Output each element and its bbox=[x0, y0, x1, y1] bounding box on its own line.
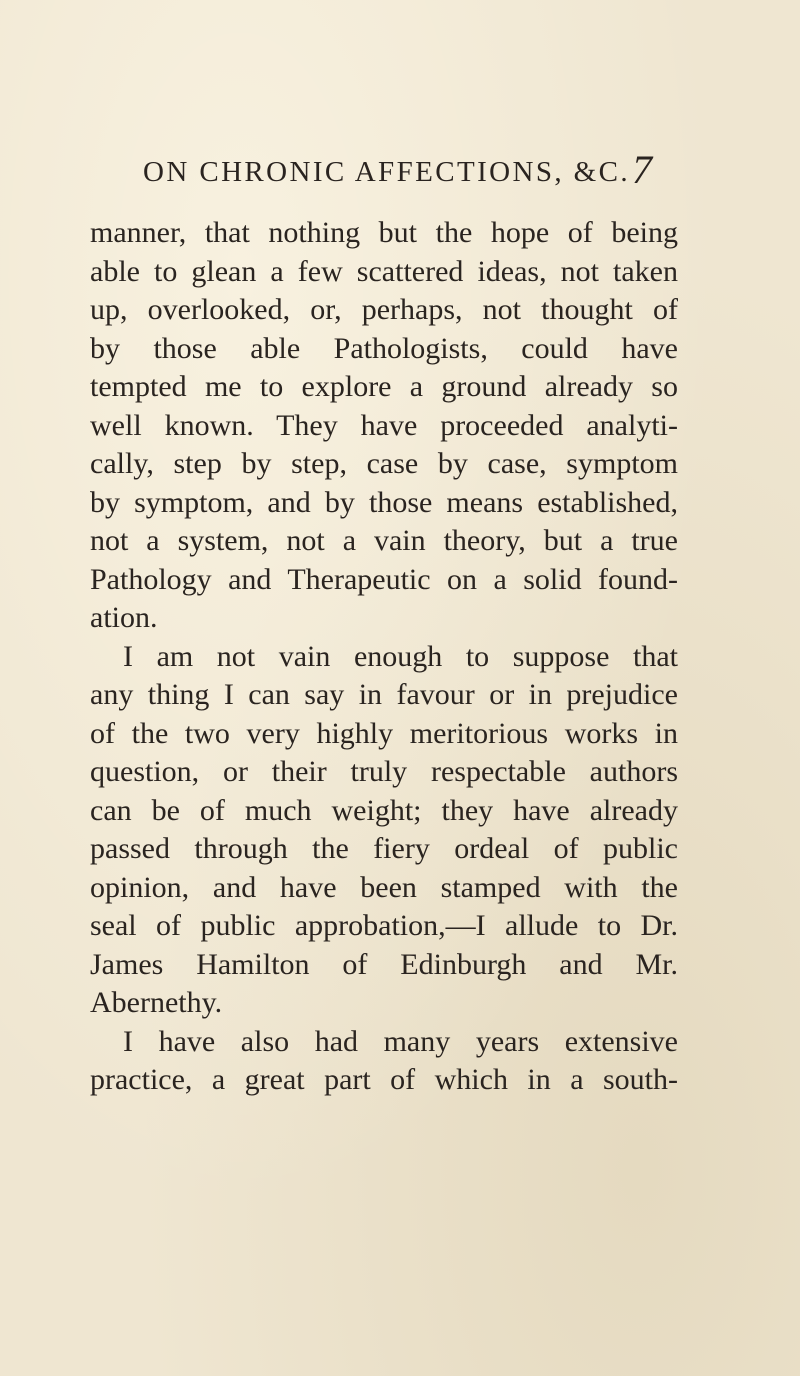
text-line: manner, that nothing but the hope of being bbox=[90, 216, 678, 249]
text-line: I have also had many years extensive bbox=[123, 1024, 678, 1058]
text-line: practice, a great part of which in a south- bbox=[90, 1063, 678, 1096]
text-line: any thing I can say in favour or in prejudice bbox=[90, 678, 678, 711]
text-line: by symptom, and by those means established, bbox=[90, 485, 678, 519]
running-head-title: ON CHRONIC AFFECTIONS, &C. bbox=[143, 156, 630, 188]
text-line: of the two very highly meritorious works in bbox=[90, 716, 678, 750]
text-line: cally, step by step, case by case, symptom bbox=[90, 447, 678, 480]
body-text bbox=[90, 214, 678, 1100]
running-head bbox=[0, 147, 800, 192]
text-line: Pathology and Therapeutic on a solid found- bbox=[90, 562, 678, 596]
text-line: not a system, not a vain theory, but a true bbox=[90, 524, 678, 557]
text-line: seal of public approbation,—I allude to Dr. bbox=[90, 909, 678, 942]
text-line: passed through the fiery ordeal of public bbox=[90, 832, 678, 865]
text-line: Abernethy. bbox=[90, 986, 223, 1019]
text-line: James Hamilton of Edinburgh and Mr. bbox=[90, 947, 678, 981]
text-line: able to glean a few scattered ideas, not taken bbox=[90, 254, 678, 288]
text-line: up, overlooked, or, perhaps, not thought of bbox=[90, 293, 678, 326]
text-line: question, or their truly respectable authors bbox=[90, 755, 678, 788]
text-line: well known. They have proceeded analyti- bbox=[90, 408, 678, 442]
page-number: 7 bbox=[632, 147, 652, 192]
text-line: I am not vain enough to suppose that bbox=[123, 639, 678, 673]
text-line: by those able Pathologists, could have bbox=[90, 331, 678, 365]
text-line: can be of much weight; they have already bbox=[90, 793, 678, 827]
text-line: tempted me to explore a ground already so bbox=[90, 370, 678, 403]
text-line: opinion, and have been stamped with the bbox=[90, 870, 678, 904]
text-line: ation. bbox=[90, 601, 158, 634]
